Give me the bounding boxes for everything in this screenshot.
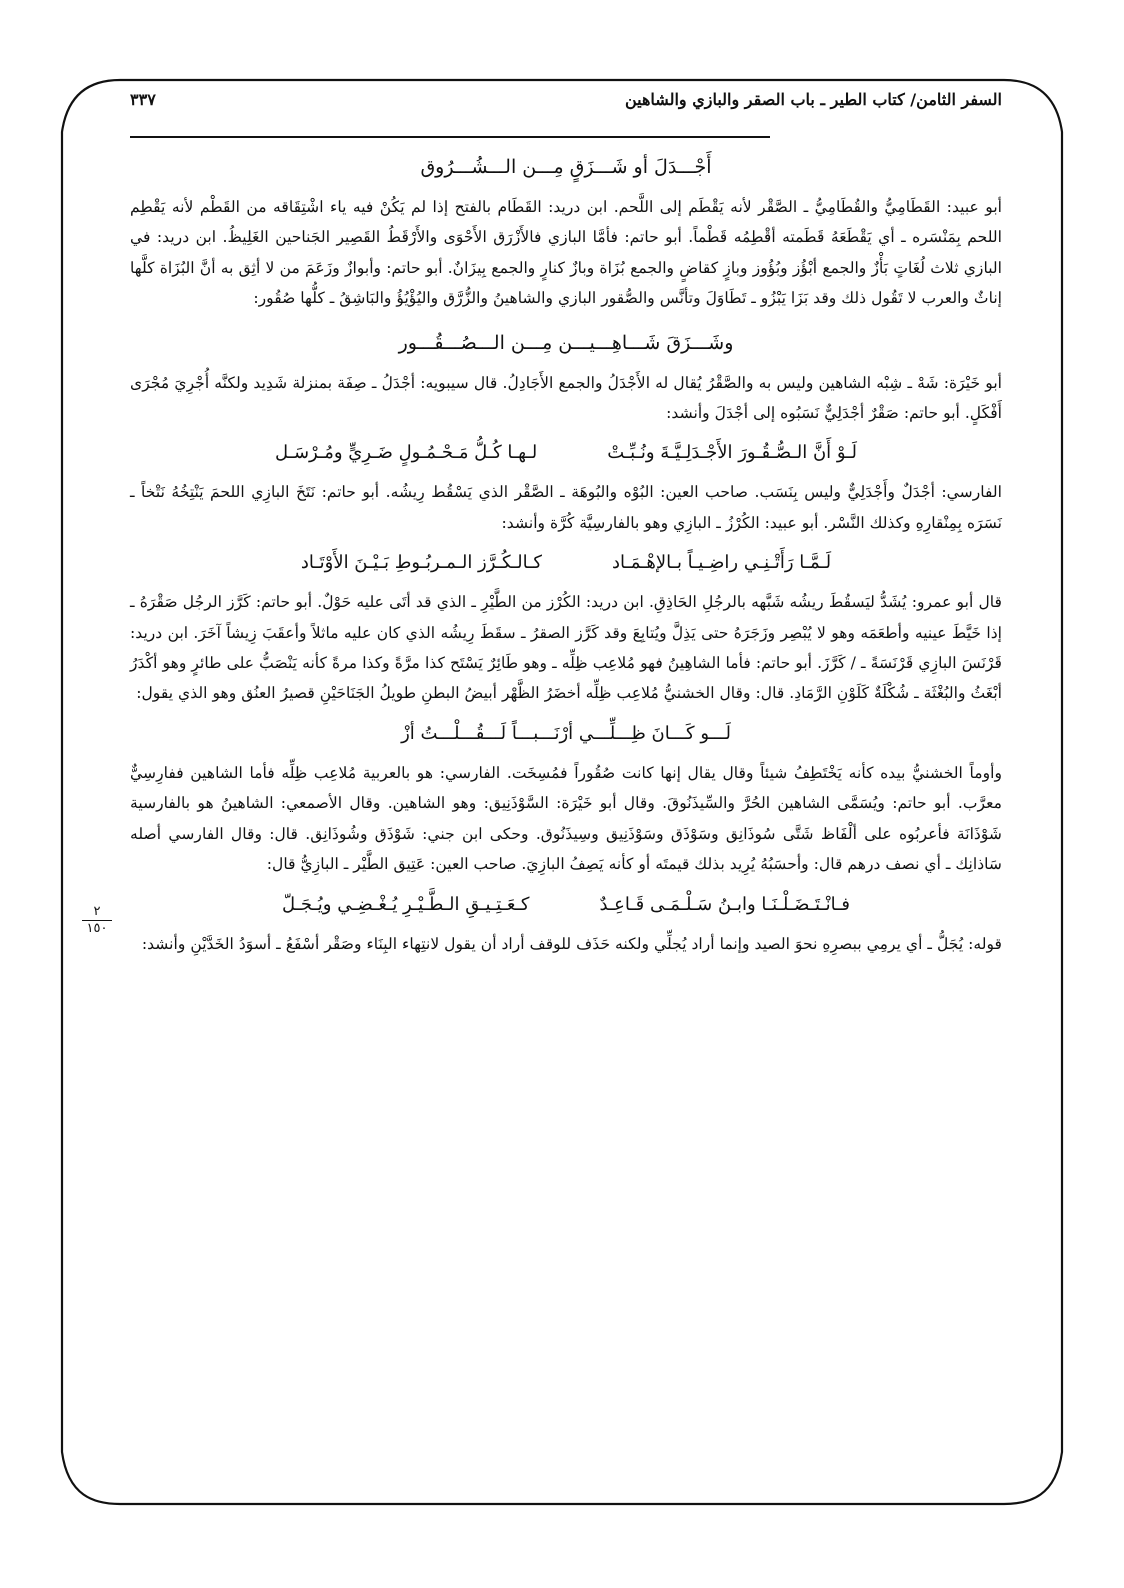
verse-first-hemistich: لَـــو كَـــانَ ظِـــلِّـــي أرْنَـــبـــاً لَـــقُـــلْـــتُ أزْ [401, 722, 731, 744]
body-paragraph: أبو خَيْرَة: شَهْ ـ شِبْه الشاهين وليس به والصَّقْرُ يُقال له الأَجْدَلُ والجمع الأَجَادِلُ. قال سيبويه: أجْدَلُ ـ صِفَة بمنزلة شَدِيد ولكنَّه أُجْرِيَ مُجْرَى أَفْكَلٍ. أبو حاتم: صَقْرٌ أجْدَلِيٌّ نَسَبُوه إلى أجْدَلَ وأنشد: [130, 373, 1002, 423]
verse-second-hemistich: لـهـا كُـلُّ مَـحْـمُـولٍ ضَـرِيٍّ ومُـرْسَـل [275, 442, 538, 464]
header-title: السفر الثامن/ كتاب الطير ـ باب الصقر والبازي والشاهين [624, 90, 1002, 109]
section-heading: أَجْـــدَلَ أو شَـــزَقٍ مِـــن الـــشُـــرُوق [420, 156, 712, 178]
body-paragraph: قوله: يُجَلُّ ـ أي يرمِي ببصرِهِ نحوَ الصيد وإنما أراد يُجلِّي ولكنه حَذَف للوقف أراد أن يقول لانتِهاء البِنَاء وصَقْر أسْفَعُ ـ أسوَدُ الخَدَّيْنِ وأنشد: [141, 934, 1002, 953]
poetry-verse [130, 894, 1002, 915]
verse-first-hemistich: لَـمَّـا رَأَتْـنِـي راضِـيـاً بـالإهْـمَـاد [611, 552, 832, 574]
body-paragraph: الفارسي: أجْدَلٌ وأَجْدَلِيٌّ وليس بِنَسَب. صاحب العين: البُوْه والبُوهَة ـ الصَّقْر الذي يَسْقُط رِيشُه. أبو حاتم: نَتَخَ البازِي اللحمَ يَنْتِخُهُ نَتْخاً ـ نَسَرَه بِمِنْقارِهِ وكذلك النَّسْر. أبو عبيد: الكُرْزُ ـ البازِي وهو بالفارسِيَّة كُرَّة وأنشد: [130, 483, 1002, 532]
body-paragraph: وأوماً الخشنيُّ بيده كأنه يَخْتَطِفُ شيئاً وقال يقال إنها كانت صُقُوراً فمُسِخَت. الفارسي: هو بالعربية مُلاعِب ظِلِّه فأما الشاهين ففارِسِيٌّ معرَّب. أبو حاتم: ويُسَمَّى الشاهين الحُرَّ والسِّيذَنُوقَ. وقال أبو خَيْرَة: السَّوْذَنِيق: وهو الشاهين. وقال الأصمعي: الشاهينُ هو بالفارسية شَوْذَانَة فأعربُوه على ألْفَاظ شَتَّى سُوذَانِق وسَوْذَق وسَوْذَنِيق وسِيذَنُوق. وحكى ابن جني: شَوْذَق وشُوذَانِق. قال: وقال الفارسي أصله سَاذانِك ـ أي نصف درهم قال: وأحسَبُهُ يُرِيد بذلك قيمتَه أو كأنه يَصِفُ البازِيَ. صاحب العين: عَتِيق الطَّيْر ـ البازِيُّ قال: [130, 763, 1002, 874]
section-heading: وشَـــزَقَ شَـــاهِـــيـــن مِـــن الـــصُـــقُـــور [398, 331, 734, 354]
page-content [130, 90, 1002, 959]
body-paragraph: أبو عبيد: القَطَامِيُّ والقُطَامِيُّ ـ الصَّقْر لأنه يَقْطَم إلى اللَّحم. ابن دريد: القَطَام بالفتح إذا لم يَكُنْ فيه ياء اشْتِقَاقه من القَطْم لأنه يَقْطِم اللحم بِمَنْسَره ـ أي يَقْطَعَهُ قَطَمته أقْطِمُه قَطْماً. أبو حاتم: فأمَّا البازي فالأَزْرَق الأَحْوَى والأَرْقَطُ القَصِير الجَناحين الغَلِيظُ. ابن دريد: في البازي ثلاث لُغَاتٍ بَأْزٌ والجمع أبْؤُز وبُؤُوز وبازٍ كقاضٍ والجمع بُزَاة وبازٌ كنارٍ والجمع بِيزَانٌ. أبو حاتم: وأبوازٌ وزَعَمَ من لا أثِق به أنَّ البُزَاة كلَّها إناثٌ والعرب لا تَقُول ذلك وقد بَزَا يَبْزُو ـ تَطَاوَلَ وتأنَّس والصُّقور البازي والشاهينُ والزُّرَّق واليُؤْيُؤُ والبَاشِقُ ـ كلُّها صُقُور: [130, 198, 1002, 308]
body-paragraph: قال أبو عمرو: يُشَدُّ ليَسقُطَ ريشُه شَبَّهه بالرجُلِ الحَاذِقِ. ابن دريد: الكُرْز من الطَّيْرِ ـ الذي قد أتَى عليه حَوْلٌ. أبو حاتم: كَرَّز الرجُل صَقْرَهُ ـ إذا خَيَّطَ عينيه وأطعَمَه وهو لا يُبْصِر وزَجَرَهُ حتى يَذِلَّ ويُتابِعَ وقد كَرَّز الصقرُ ـ سقَطَ رِيشُه الذي كان عليه ماثلاً وأعقَبَ زِيشاً آخَرَ. ابن دريد: قَرْنَسَ البازِي قَرْنَسَةً ـ / كَرَّزَ. أبو حاتم: فأما الشاهِينُ فهو مُلاعِب ظِلِّه ـ وهو طَائِرٌ يَسْتَح كذا مرَّةً وكذا مرةً كأنه يَنْصَبُّ على طائرٍ وهو أكْدَرُ أبْغَثُ والبُغْثَة ـ شُكْلَةٌ كَلَوْنِ الرَّمَادِ. قال: وقال الخشنيُّ مُلاعِب ظِلِّه أخضَرُ الظَّهْر أبيضُ البطنِ طويلُ الجَنَاحَيْنِ قصيرُ العنُق وهو الذي يقول: [130, 593, 1003, 703]
margin-ref-bottom: ١٥٠ [86, 921, 108, 936]
header-rule [130, 136, 770, 138]
verse-first-hemistich: فـانْـتَـضَـلْـنَـا وابـنُ سَـلْـمَـى قَـاعِـدٌ [599, 893, 851, 915]
verse-second-hemistich: كـالـكُـرَّز الـمـربُـوطِ بَـيْـنَ الأَوْتَـاد [300, 552, 542, 574]
running-header [130, 90, 1002, 130]
margin-reference [82, 904, 112, 937]
text-body [130, 156, 1002, 959]
poetry-verse [130, 442, 1002, 463]
poetry-verse [130, 552, 1002, 573]
margin-ref-top: ٢ [82, 904, 112, 921]
verse-second-hemistich: كـعَـتِـيـقِ الـطَّـيْـرِ يُـغْـضِـي ويُـجَـلّ [281, 893, 530, 915]
page-number: ٣٣٧ [130, 90, 156, 109]
poetry-verse [130, 723, 1002, 744]
verse-first-hemistich: لَـوْ أَنَّ الـصُّـقُـورَ الأَجْـدَلِـيَّـةَ ونُـبِّـتْ [607, 442, 857, 464]
